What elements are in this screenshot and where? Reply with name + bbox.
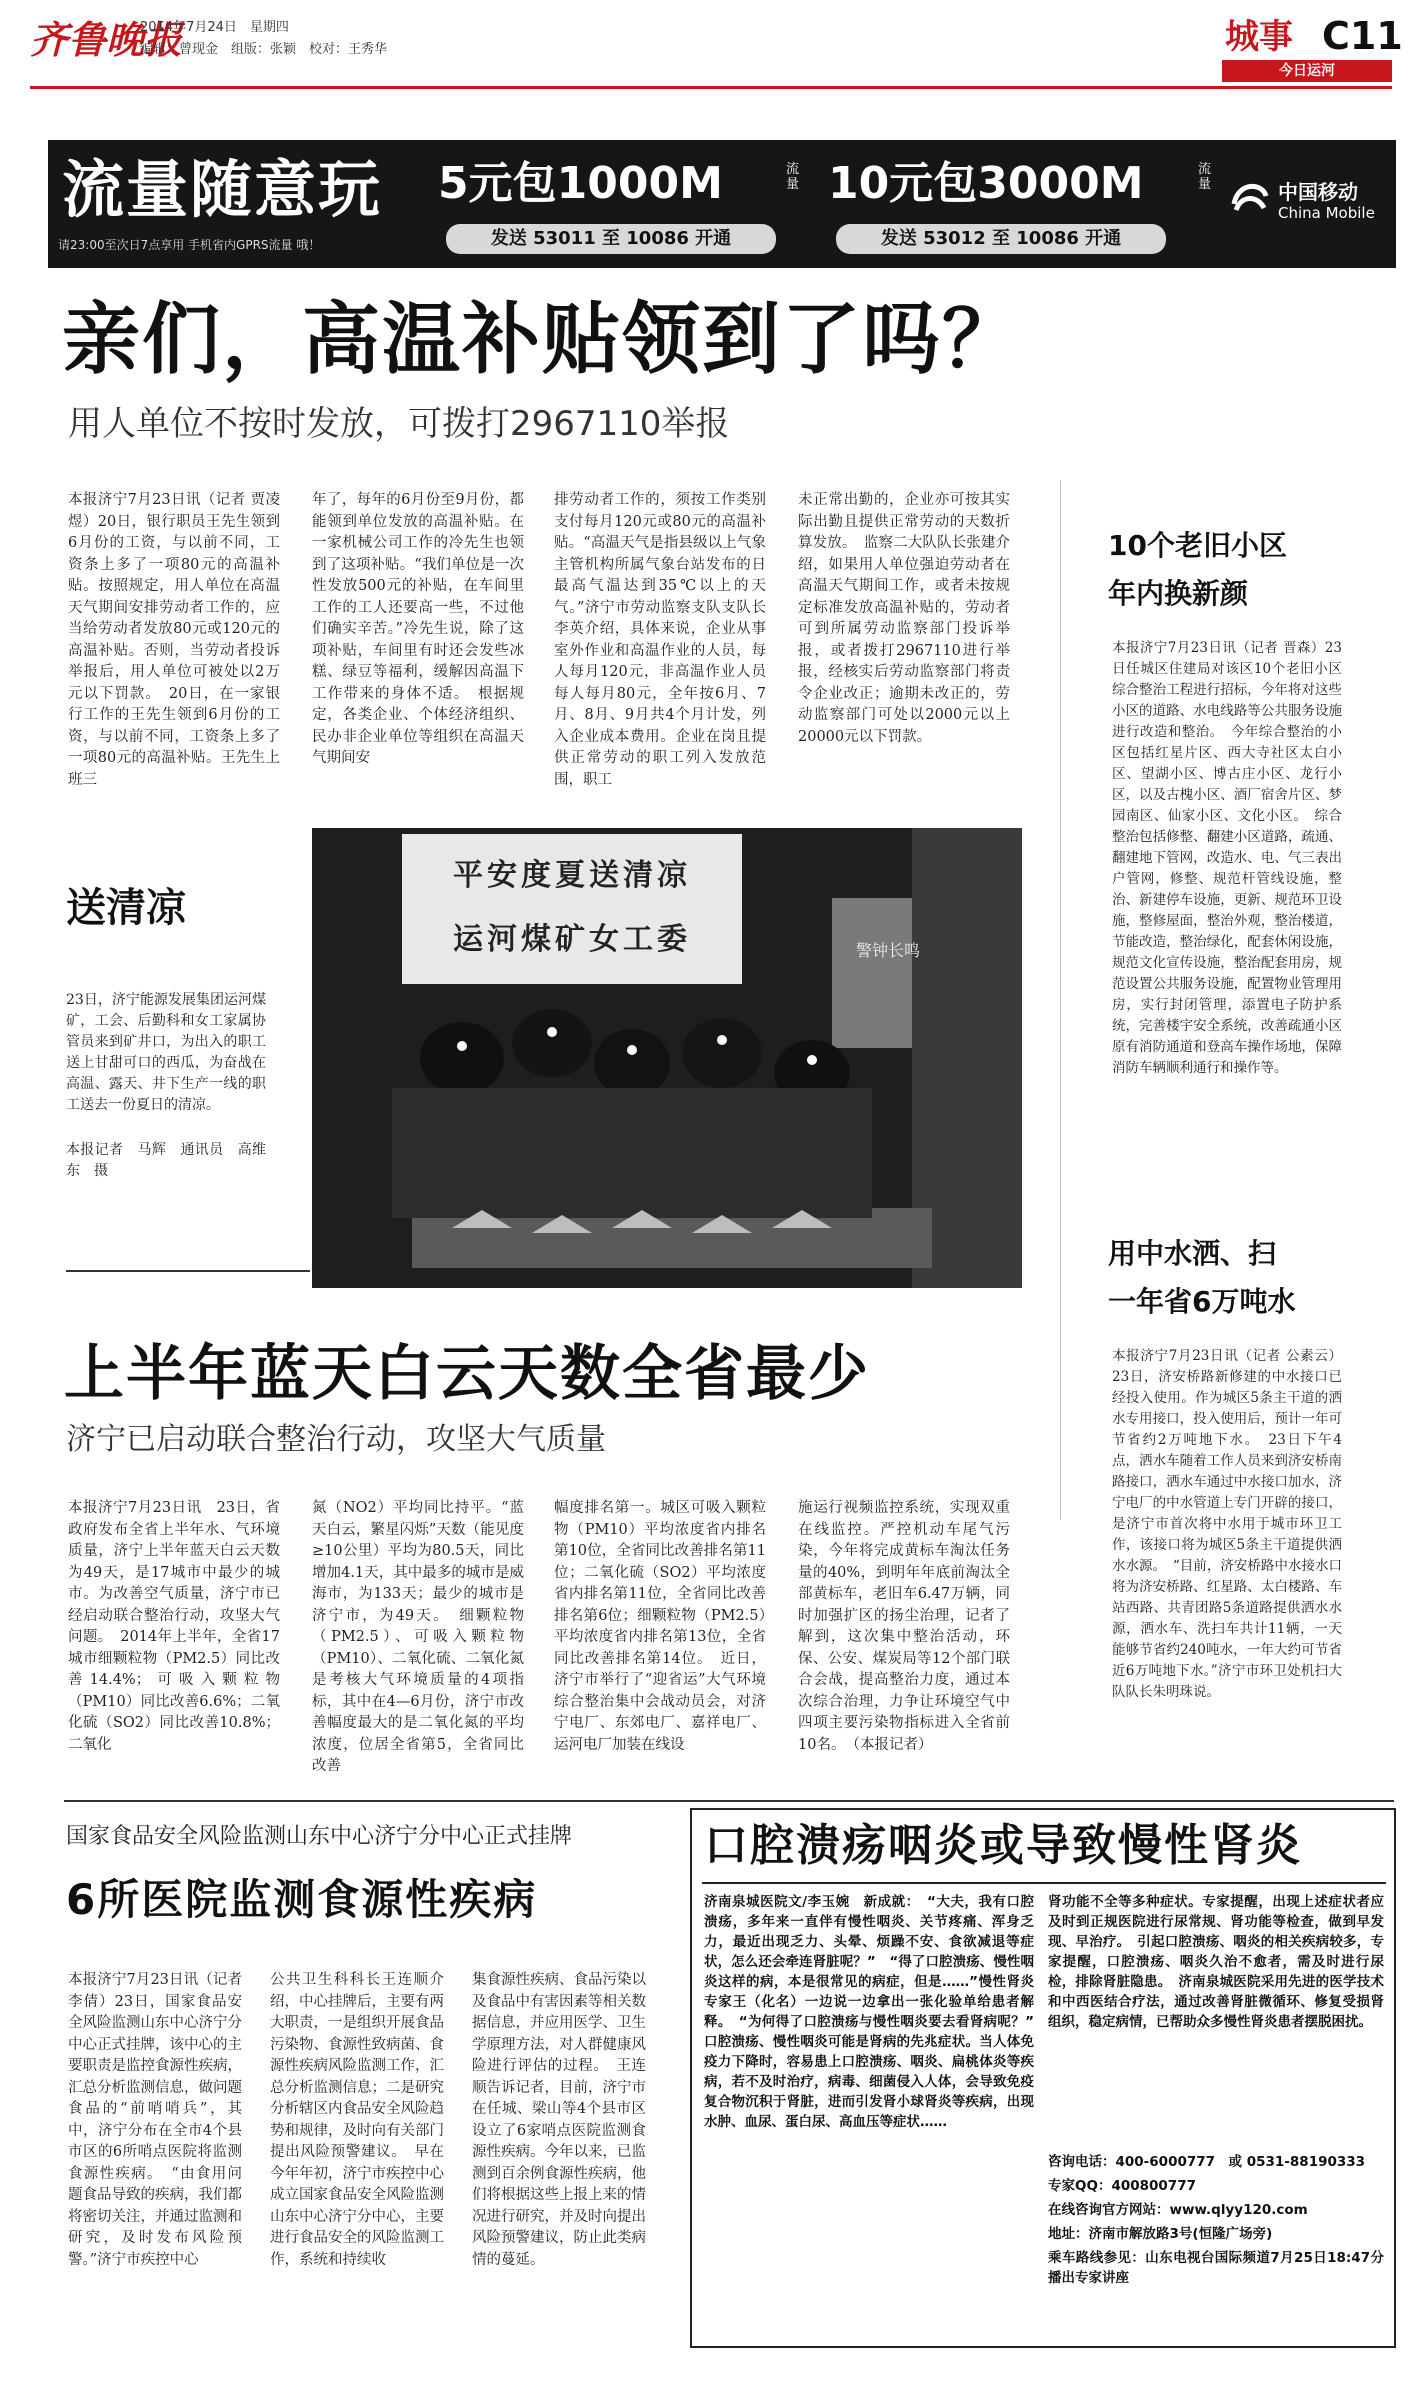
side2-body: 本报济宁7月23日讯（记者 公素云）23日，济安桥路新修建的中水接口已经投入使用。作为城区5条主干道的洒水专用接口，投入使用后，预计一年可节省约2万吨地下水。 23日下午4点，洒水车随着工作人员来到济安桥南路接口，洒水车通过中水接口加水，济宁电厂的中水管道上专门开辟的接口，是济宁市首次将中水用于城市环卫工作，该接口将为城区5条主干道提供洒水水源。 “目前，济安桥路中水接水口将为济安桥路、红星路、太白楼路、车站西路、共青团路5条道路提供洒水水源，洒水车、洗扫车共计11辆，一天能够节省约240吨水，一年大约可节省近6万吨地下水。”济宁市环卫处机扫大队队长朱明珠说。 bbox=[1112, 1348, 1342, 1700]
sub-section-label: 今日运河 bbox=[1222, 60, 1392, 82]
health-ad-col-1: 济南泉城医院文/李玉婉 新成就： “大夫，我有口腔溃疡，多年来一直伴有慢性咽炎、关节疼痛、浑身乏力，最近出现乏力、头晕、烦躁不安、食欲减退等症状，怎么还会牵连肾脏呢？” “得了口腔溃疡、慢性咽炎这样的病，本是很常见的病症，但是……”慢性肾炎专家王（化名）一边说一边拿出一张化验单给患者解释。 “为何得了口腔溃疡与慢性咽炎要去看肾病呢？” 口腔溃疡、慢性咽炎可能是肾病的先兆症状。当人体免疫力下降时，容易患上口腔溃疡、咽炎、扁桃体炎等疾病，若不及时治疗，病毒、细菌侵入人体，会导致免疫复合物沉积于肾脏，进而引发肾小球肾炎等疾病，出现水肿、血尿、蛋白尿、高血压等症状…… bbox=[704, 1894, 1048, 2130]
divider bbox=[1060, 480, 1061, 1520]
editor-line: 编辑：曾现金 组版：张颖 校对：王秀华 bbox=[140, 42, 388, 57]
ad-offer1-unit: 流量 bbox=[786, 162, 800, 192]
side2-headline-line2: 一年省6万吨水 bbox=[1108, 1285, 1296, 1318]
ad-note: 请23:00至次日7点享用 手机省内GPRS流量 哦！ bbox=[58, 238, 321, 252]
masthead-rule bbox=[30, 86, 1392, 89]
top-ad-banner bbox=[48, 140, 1396, 268]
ad-offer2-unit: 流量 bbox=[1198, 162, 1212, 192]
air-col-2: 氮（NO2）平均同比持平。“蓝天白云，繁星闪烁”天数（能见度≥10公里）平均为80.5天，同比增加4.1天，其中最多的城市是威海市，为133天；最少的城市是济宁市，为49天。 细颗粒物（PM2.5）、可吸入颗粒物（PM10）、二氧化硫、二氧化氮是考核大气环境质量的4项指标，其中在4—6月份，济宁市改善幅度最大的是二氧化氮的平均浓度，位居全省第5，全省同比改善 bbox=[312, 1500, 524, 1774]
side1-headline-line1: 10个老旧小区 bbox=[1108, 529, 1287, 562]
ad-brand-en: China Mobile bbox=[1278, 204, 1375, 222]
air-subheadline: 济宁已启动联合整治行动，攻坚大气质量 bbox=[66, 1422, 606, 1457]
health-ad-qq: 专家QQ：400800777 bbox=[1048, 2178, 1196, 2194]
photo-banner-line1: 平安度夏送清凉 bbox=[453, 858, 691, 893]
side2-headline-line1: 用中水洒、扫 bbox=[1108, 1237, 1277, 1270]
food-col-3: 集食源性疾病、食品污染以及食品中有害因素等相关数据信息，并应用医学、卫生学原理方法，对人群健康风险进行评估的过程。 王连顺告诉记者，目前，济宁市在任城、梁山等4个县市区设立了6家哨点医院监测食源性疾病。今年以来，已监测到百余例食源性疾病，他们将根据这些上报上来的情况进行研究，并及时向提出风险预警建议，防止此类病情的蔓延。 bbox=[472, 1972, 646, 2268]
china-mobile-logo-icon bbox=[1228, 174, 1272, 218]
lead-col-4: 未正常出勤的，企业亦可按其实际出勤且提供正常劳动的天数折算发放。 监察二大队队长张建介绍，如果用人单位强迫劳动者在高温天气期间工作，或者未按规定标准发放高温补贴的，劳动者可到所属劳动监察部门投诉举报，或者拨打2967110进行举报，经核实后劳动监察部门将责令企业改正；逾期未改正的，劳动监察部门可处以2000元以上20000元以下罚款。 bbox=[798, 492, 1010, 745]
photo-story-title: 送清凉 bbox=[66, 885, 186, 931]
health-ad-headline: 口腔溃疡咽炎或导致慢性肾炎 bbox=[704, 1820, 1302, 1871]
ad-slogan: 流量随意玩 bbox=[62, 153, 383, 226]
health-ad-col-2: 肾功能不全等多种症状。专家提醒，出现上述症状者应及时到正规医院进行尿常规、肾功能等检查，做到早发现、早治疗。 引起口腔溃疡、咽炎的相关疾病较多，专家提醒，口腔溃疡、咽炎久治不愈者，需及时进行尿检，排除肾脏隐患。 济南泉城医院采用先进的医学技术和中西医结合疗法，通过改善肾脏微循环、修复受损肾组织，稳定病情，已帮助众多慢性肾炎患者摆脱困扰。 bbox=[1048, 1894, 1384, 2030]
health-ad-phone: 咨询电话：400-6000777 或 0531-88190333 bbox=[1048, 2154, 1366, 2170]
food-headline: 6所医院监测食源性疾病 bbox=[66, 1875, 538, 1924]
date-line: 2014年7月24日 星期四 bbox=[140, 20, 289, 35]
photo-credit: 本报记者 马辉 通讯员 高维东 摄 bbox=[66, 1142, 266, 1179]
ad-offer2-sms: 发送 53012 至 10086 开通 bbox=[836, 224, 1166, 254]
photo-scene bbox=[312, 828, 1022, 1288]
health-ad-rule bbox=[702, 1882, 1386, 1884]
paper-name-logo: 齐鲁晚报 bbox=[30, 17, 183, 62]
food-col-1: 本报济宁7月23日讯（记者 李倩）23日，国家食品安全风险监测山东中心济宁分中心正式挂牌，该中心的主要职责是监控食源性疾病，汇总分析监测信息，做问题食品的“前哨哨兵”，其中，济宁分布在全市4个县市区的6所哨点医院将监测食源性疾病。 “由食用问题食品导致的疾病，我们都将密切关注，并通过监测和研究，及时发布风险预警。”济宁市疾控中心 bbox=[68, 1972, 242, 2268]
side1-headline-line2: 年内换新颜 bbox=[1108, 577, 1249, 610]
lead-col-3: 排劳动者工作的，须按工作类别支付每月120元或80元的高温补贴。“高温天气是指县级以上气象主管机构所属气象台站发布的日最高气温达到35℃以上的天气。”济宁市劳动监察支队支队长李英介绍，具体来说，企业从事室外作业和高温作业的人员，每人每月120元，非高温作业人员每人每月80元，全年按6月、7月、8月、9月共4个月计发，列入企业成本费用。企业在岗且提供正常劳动的职工列入发放范围，职工 bbox=[554, 492, 766, 788]
section-label: 城事 bbox=[1225, 17, 1293, 57]
health-ad-box bbox=[690, 1808, 1396, 2348]
lead-subheadline: 用人单位不按时发放，可拨打2967110举报 bbox=[68, 404, 730, 444]
lead-col-2: 年了，每年的6月份至9月份，都能领到单位发放的高温补贴。在一家机械公司工作的冷先生也领到了这项补贴。“我们单位是一次性发放500元的补贴，在车间里工作的工人还要高一些，不过他们确实辛苦。”冷先生说，除了这项补贴，车间里有时还会发些冰糕、绿豆等福利，缓解因高温下工作带来的身体不适。 根据规定，各类企业、个体经济组织、民办非企业单位等组织在高温天气期间安 bbox=[312, 492, 524, 766]
air-col-3: 幅度排名第一。城区可吸入颗粒物（PM10）平均浓度省内排名第10位，全省同比改善排名第11位；二氧化硫（SO2）平均浓度省内排名第11位，全省同比改善排名第6位；细颗粒物（PM2.5）平均浓度省内排名第13位，全省同比改善排名第14位。 近日，济宁市举行了“迎省运”大气环境综合整治集中会战动员会，对济宁电厂、东郊电厂、嘉祥电厂、运河电厂加装在线设 bbox=[554, 1500, 766, 1753]
ad-brand-cn: 中国移动 bbox=[1278, 180, 1358, 204]
health-ad-address: 地址：济南市解放路3号(恒隆广场旁) bbox=[1048, 2226, 1273, 2242]
news-photo bbox=[312, 828, 1022, 1288]
food-kicker: 国家食品安全风险监测山东中心济宁分中心正式挂牌 bbox=[66, 1824, 573, 1849]
photo-poster-text: 警钟长鸣 bbox=[855, 941, 920, 960]
health-ad-bus: 乘车路线参见：山东电视台国际频道7月25日18:47分播出专家讲座 bbox=[1048, 2250, 1384, 2286]
food-col-2: 公共卫生科科长王连顺介绍，中心挂牌后，主要有两大职责，一是组织开展食品污染物、食源性致病菌、食源性疾病风险监测工作，汇总分析监测信息；二是研究分析辖区内食品安全风险趋势和规律，及时向有关部门提出风险预警建议。 早在今年年初，济宁市疾控中心成立国家食品安全风险监测山东中心济宁分中心，主要进行食品安全的风险监测工作，系统和持续收 bbox=[270, 1972, 444, 2268]
health-ad-website: 在线咨询官方网站：www.qlyy120.com bbox=[1048, 2202, 1308, 2218]
side1-body: 本报济宁7月23日讯（记者 晋森）23日任城区住建局对该区10个老旧小区综合整治工程进行招标，今年将对这些小区的道路、水电线路等公共服务设施进行改造和整治。 今年综合整治的小区包括红星片区、西大寺社区太白小区、望湖小区、博古庄小区、龙行小区，以及古槐小区、酒厂宿舍片区、梦园南区、仙家小区、文化小区。 综合整治包括修整、翻建小区道路，疏通、翻建地下管网，改造水、电、气三表出户管网，修整、规范杆管线设施，整治、新建停车设施，更新、规范环卫设施，整修屋面，整治外观，整治楼道，节能改造，整治绿化，配套休闲设施，规范文化宣传设施，整治配套用房，规范设置公共服务设施，配置物业管理用房，实行封闭管理，添置电子防护系统，完善楼宇安全系统，改善疏通小区原有消防通道和登高车操作场地，保障消防车辆顺利通行和操作等。 bbox=[1112, 640, 1342, 1076]
masthead bbox=[0, 0, 1409, 100]
lead-headline: 亲们，高温补贴领到了吗？ bbox=[62, 295, 1023, 385]
air-headline: 上半年蓝天白云天数全省最少 bbox=[64, 1339, 870, 1409]
photo-section-rule bbox=[66, 1270, 310, 1272]
photo-caption: 23日，济宁能源发展集团运河煤矿，工会、后勤科和女工家属协管员来到矿井口，为出入的职工送上甘甜可口的西瓜，为奋战在高温、露天、井下生产一线的职工送去一份夏日的清凉。 bbox=[66, 992, 266, 1113]
ad-offer1-sms: 发送 53011 至 10086 开通 bbox=[446, 224, 776, 254]
air-col-1: 本报济宁7月23日讯 23日，省政府发布全省上半年水、气环境质量，济宁上半年蓝天白云天数为49天，是17城市中最少的城市。为改善空气质量，济宁市已经启动联合整治行动，攻坚大气问题。 2014年上半年，全省17城市细颗粒物（PM2.5）同比改善14.4%；可吸入颗粒物（PM10）同比改善6.6%；二氧化硫（SO2）同比改善10.8%；二氧化 bbox=[68, 1500, 280, 1753]
divider bbox=[64, 1800, 1394, 1802]
ad-offer2: 10元包3000M bbox=[828, 158, 1144, 209]
page-number: C11 bbox=[1322, 14, 1403, 58]
air-col-4: 施运行视频监控系统，实现双重在线监控。严控机动车尾气污染，今年将完成黄标车淘汰任务量的40%，到明年年底前淘汰全部黄标车，老旧车6.47万辆，同时加强扩区的扬尘治理，记者了解到，这次集中整治活动，环保、公安、煤炭局等12个部门联合会战，提高整治力度，通过本次综合治理，力争让环境空气中四项主要污染物指标进入全省前10名。 （本报记者） bbox=[798, 1500, 1010, 1753]
photo-banner-line2: 运河煤矿女工委 bbox=[453, 922, 691, 957]
lead-col-1: 本报济宁7月23日讯（记者 贾凌煜）20日，银行职员王先生领到6月份的工资，与以前不同，工资条上多了一项80元的高温补贴。按照规定，用人单位在高温天气期间安排劳动者工作的，应当给劳动者发放80元或120元的高温补贴。否则，当劳动者投诉举报后，用人单位可被处以2万元以下罚款。 20日，在一家银行工作的王先生领到6月份的工资，与以前不同，工资条上多了一项80元的高温补贴。王先生上班三 bbox=[68, 492, 280, 788]
ad-offer1: 5元包1000M bbox=[438, 158, 723, 209]
